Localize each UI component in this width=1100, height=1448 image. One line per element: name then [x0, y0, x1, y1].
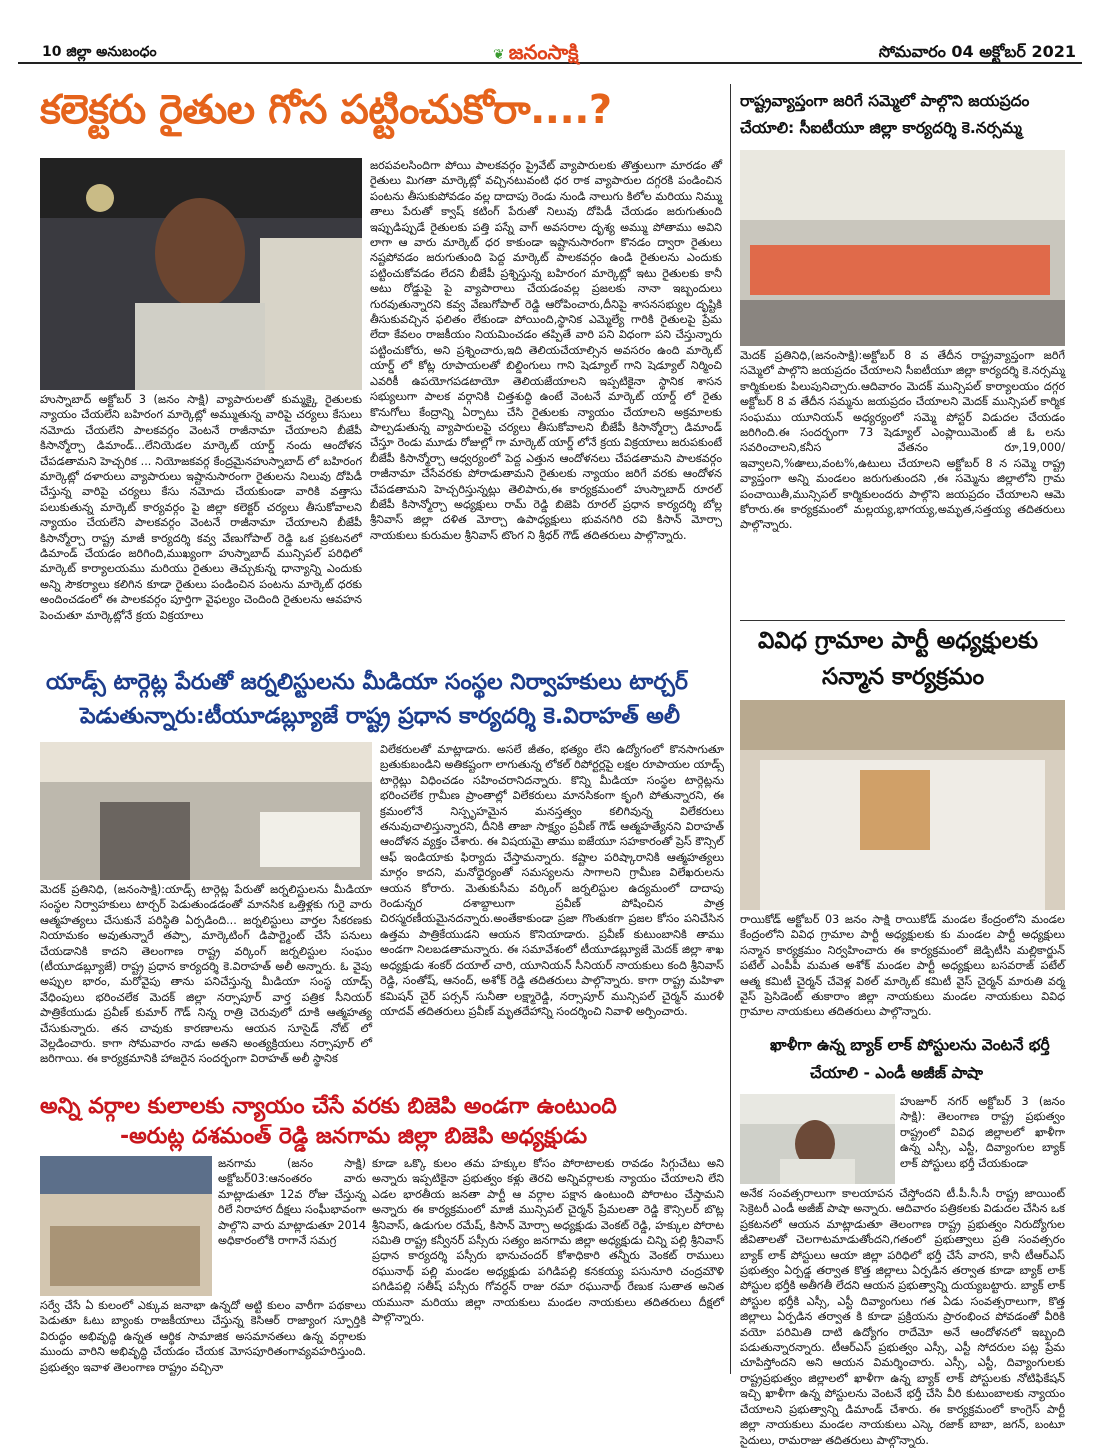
story5-photo: [740, 1094, 895, 1184]
story4-body-left: మెదక్ ప్రతినిధి, (జనంసాక్షి):యాడ్స్ టార్గెట్ల పేరుతో జర్నలిస్టులను మీడియా సంస్థల నిర్వాహకులు టార్చర్ పెడుతుండడంతో మానసిక ఒత్తిళ్లకు గురై వారు ఆత్మహత్యలు చేసుకునే పరిస్థితి ఏర్పడింది... జర్నలిస్టులు వార్తల సేకరణకు నియామకం అవుతున్నారే తప్పా, మార్కెటింగ్ డిపార్ట్మెంట్ చేసే పనులు చేయడానికి కాదని తెలంగాణ రాష్ట్ర వర్కింగ్ జర్నలిస్టుల సంఘం (టీయూడబ్ల్యూజే) రాష్ట్ర ప్రధాన కార్యదర్శి కె.విరాహత్ అలీ అన్నారు. ఓ వైపు అప్పుల భారం, మరోవైపు తాను పనిచేస్తున్న మీడియా సంస్థ యాడ్స్ వేధింపులు భరించలేక మెదక్ జిల్లా నర్సాపూర్ వార్త పత్రిక సీనియర్ పాత్రికేయుడు ప్రవీణ్ కుమార్ గౌడ్ నిన్న రాత్రి చెరువులో దూకి ఆత్మహత్య చేసుకున్నారు. తన చావుకు కారణాలను ఆయన సూసైడ్ నోట్ లో వెల్లడించారు. కాగా సోమవారం నాడు అతని అంత్యక్రియలు నర్సాపూర్ లో జరిగాయి. ఈ కార్యక్రమానికి హాజరైన సందర్భంగా విరాహత్ అలీ స్థానిక: [40, 883, 372, 1066]
story3-headline-1: వివిధ గ్రామాల పార్టీ అధ్యక్షులకు: [758, 628, 1039, 654]
section-divider: [740, 620, 1065, 621]
newspaper-logo: [493, 40, 579, 69]
story2-photo: [740, 150, 1065, 346]
story5-headline-2: చేయాలి - ఎండీ అజీజ్ పాషా: [810, 1064, 983, 1082]
story1-headline: కలెక్టరు రైతుల గోస పట్టించుకోరా....?: [40, 87, 612, 133]
issue-date: సోమవారం 04 అక్టోబర్ 2021: [878, 42, 1076, 61]
story4-headline-2: పెడుతున్నారు:టీయూడబ్ల్యూజే రాష్ట్ర ప్రధాన కార్యదర్శి కె.విరాహత్ అలీ: [80, 704, 680, 729]
leaf-icon: ❦: [493, 47, 505, 63]
column-divider: [730, 84, 731, 1374]
story4-photo: [40, 742, 372, 880]
story5-headline-1: ఖాళీగా ఉన్న బ్యాక్ లాక్ పోస్టులను వెంటనే భర్తీ: [770, 1036, 1050, 1054]
story1-body-left: హుస్నాబాద్ అక్టోబర్ 3 (జనం సాక్షి) వ్యాపారులతో కుమ్మక్కై రైతులకు న్యాయం చేయలేని బహిరంగ మార్కెట్లో అమ్ముతున్న వారిపై చర్యలు కేసులు నమోదు చేయలేని పాలకవర్గం వెంటనే రాజీనామా చేయాలని బీజేపీ కిసాన్మోర్చా డిమాండ్...లేనియెడల మార్కెట్ యార్డ్ నందు ఆందోళన చేపడతామని హెచ్చరిక ... నియోజకవర్గ కేంద్రమైనహుస్నాబాద్ లో బహిరంగ మార్కెట్లో దళారులు వ్యాపారులు ఇష్టానుసారంగా రైతులను నిలువు దోపిడీ చేస్తున్న వారిపై చర్యలు కేసు నమోదు చేయకుండా వారికి వత్తాసు పలుకుతున్న మార్కెట్ కార్యవర్గం పై జిల్లా కలెక్టర్ చర్యలు తీసుకోవాలని న్యాయం చేయలేని పాలకవర్గం వెంటనే రాజీనామా చేయాలని బీజేపీ కిసాన్మోర్చా రాష్ట్ర మాజీ కార్యదర్శి కవ్వ వేణుగోపాల్ రెడ్డి ఒక ప్రకటనలో డిమాండ్ చేయడం జరిగింది,ముఖ్యంగా హుస్నాబాద్ మున్సిపల్ పరిధిలో మార్కెట్ కార్యాలయము మరియు రైతులు తెచ్చుకున్న ధాన్యాన్ని ఎందుకు అన్ని సౌకర్యాలు కలిగిన కూడా రైతులు పండించిన పంటను మార్కెట్ ధరకు అందించడంలో ఈ పాలకవర్గం పూర్తిగా వైఫల్యం చెందింది రైతులను ఆవహన పెంచుతూ మార్కెట్లోనే క్రయ విక్రయాలు: [40, 393, 362, 622]
story4-body-right: విలేకరులతో మాట్లాడారు. అసలే జీతం, భత్యం లేని ఉద్యోగంలో కొనసాగుతూ బ్రతుకుబండిని అతికష్టంగా లాగుతున్న లోకల్ రిపోర్టర్లపై లక్షల రూపాయల యాడ్స్ టార్గెట్లు విధించడం సహించరానిదన్నారు. కొన్ని మీడియా సంస్థల టార్గెట్లను భరించలేక గ్రామీణ ప్రాంతాల్లో విలేకరులు మానసికంగా కృంగి పోతున్నారని, ఈ క్రమంలోనే నిస్పృహమైన మనస్తత్వం కలిగివున్న విలేకరులు తనువుచాలిస్తున్నారని, దీనికి తాజా సాక్ష్యం ప్రవీణ్ గౌడ్ ఆత్మహత్యేనని విరాహత్ ఆందోళన వ్యక్తం చేశారు. ఈ విషయమై తాము ఐజేయూ సహకారంతో ప్రెస్ కౌన్సిల్ ఆఫ్ ఇండియాకు ఫిర్యాదు చేస్తామన్నారు. కష్టాల పరిష్కారానికి ఆత్మహత్యలు మార్గం కాదని, మనోధైర్యంతో సమస్యలను సాగాలని గ్రామీణ విలేఖరులను ఆయన కోరారు. మెతుకుసీమ వర్కింగ్ జర్నలిస్టుల ఉద్యమంలో దాదాపు రెండున్నర దశాబ్దాలుగా ప్రవీణ్ పోషించిన పాత్ర చిరస్మరణీయమైనదన్నారు.అంతేకాకుండా ప్రజా గొంతుకగా ప్రజల కోసం పనిచేసిన ఉత్తమ పాత్రికేయుడని ఆయన కొనియాడారు. ప్రవీణ్ కుటుంబానికి తాము అండగా నిలబడతామన్నారు. ఈ సమావేశంలో టీయూడబ్ల్యూజే మెదక్ జిల్లా శాఖ అధ్యక్షుడు శంకర్ దయాల్ చారి, యూనియన్ సీనియర్ నాయకులు కంది శ్రీనివాస్ రెడ్డి, సంతోష్, ఆనంద్, అశోక్ రెడ్డి తదితరులు పాల్గొన్నారు. కాగా రాష్ట్ర మహిళా కమిషన్ చైర్ పర్సన్ సునీతా లక్ష్మారెడ్డి, నర్సాపూర్ మున్సిపల్ చైర్మన్ మురళీ యాదవ్ తదితరులు ప్రవీణ్ మృతదేహాన్ని సందర్శించి నివాళి అర్పించారు.: [380, 743, 724, 1018]
logo-text: జనంసాక్షి: [508, 40, 579, 64]
story6-photo: [40, 1156, 212, 1296]
story2-body: మెదక్ ప్రతినిధి,(జనంసాక్షి):అక్టోబర్ 8 వ తేదీన రాష్ట్రవ్యాప్తంగా జరిగే సమ్మెలో పాల్గొని జయప్రదం చేయాలని సీఐటీయూ జిల్లా కార్యదర్శి కె.నర్సమ్మ కార్మికులకు పిలుపునిచ్చారు.ఆదివారం మెదక్ మున్సిపల్ కార్యాలయం దగ్గర అక్టోబర్ 8 వ తేదీన సమ్మను జయప్రదం చేయాలని మెదక్ మున్సిపల్ కార్మిక సంఘము యూనియన్ అధ్యర్యంలో సమ్మె పోస్టర్ విడుదల చేయడం జరిగింది.ఈ సందర్భంగా 73 షెడ్యూల్ ఎంప్లాయిమెంట్ జీ ఓ లను సవరించాలని,కనీస వేతనం రూ,19,000/ ఇవ్వాలని,%ఉాలు,వంట%,ఉటులు చేయాలని అక్టోబర్ 8 న సమ్మె రాష్ట్ర వ్యాప్తంగా అన్ని మండలం జరుగుతుందని ,ఈ సమ్మెను జిల్లాలోని గ్రామ పంచాయితీ,మున్సిపల్ కార్మికులందరు పాల్గొని జయప్రదం చేయాలని ఆమె కోరారు.ఈ కార్యక్రమంలో మల్లయ్య,భాగయ్య,అమృత,సత్తయ్య తదితరులు పాల్గొన్నారు.: [740, 349, 1065, 532]
story1-body-right: జరపవలసిందిగా పోయి పాలకవర్గం ప్రైవేట్ వ్యాపారులకు తొత్తులుగా మారడం తో రైతులు మిగతా మార్కెట్లో వచ్చినటువంటి ధర రాక వ్యాపారుల దగ్గరకి పండించిన పంటను తీసుకుపోవడం వల్ల దాదాపు రెండు నుండి నాలుగు కిలోల మరియు నిమ్ము తాలు పేరుతో క్వాష్ కటింగ్ పేరుతో నిలువు దోపిడీ చేయడం జరుగుతుంది ఇప్పుడిప్పుడే రైతులకు పత్తి పస్నే వాగ్ అవసరాల దృశ్య అమ్ము పోతాము అవిని లాగా ఆ వారు మార్కెట్ ధర కాకుండా ఇష్టానుసారంగా కొనడం ద్వారా రైతులు నష్టపోవడం జరుగుతుంది పెద్ద మార్కెట్ పాలకవర్గం ఉండి రైతులను ఎందుకు పట్టించుకోవడం లేదని బీజేపీ ప్రశ్నిస్తున్న బహిరంగ మార్కెట్లో ఇటు రైతులకు కానీ అటు రోడ్డుపై పై వ్యాపారాలు చేయడంవల్ల ప్రజలకు నానా ఇబ్బందులు గురవుతున్నారని కవ్వ వేణుగోపాల్ రెడ్డి ఆరోపించారు,దీనిపై శాసనసభ్యుల దృష్టికి తీసుకువచ్చిన ఫలితం లేకుండా పోయింది,స్థానిక ఎమ్మెల్యే గారికి రైతులపై ప్రేమ లేదా కేవలం రాజకీయం నియమించడం తప్పితే వారి పని విధంగా పని చేస్తున్నారు పట్టించుకోరు, అని ప్రశ్నించారు,ఇది తెలియచేయాల్సిన అవసరం ఉంది మార్కెట్ యార్డ్ లో కోట్ల రూపాయలతో బిల్డింగులు గాని షెడ్యూల్ గాని షెడ్యూల్ నిర్మించి ఎవరికీ ఉపయోగపడటాయో తెలియజేయాలని ఇప్పటికైనా స్థానిక శాసన సభ్యులుగా పాలక వర్గానికి చిత్తశుద్ధి ఉంటే వెంటనే మార్కెట్ యార్డ్ లో రైతు కొనుగోలు కేంద్రాన్ని ఏర్పాటు చేసి రైతులకు న్యాయం చేయాలని అక్రమాలకు పాల్పడుతున్న వ్యాపారులపై చర్యలు తీసుకోవాలని బీజేపీ కిసాన్మోర్చా డిమాండ్ చేస్తూ రెండు మూడు రోజుల్లో గా మార్కెట్ యార్డ్ లోనే క్రయ విక్రయాలు జరుపకుంటే బీజేపీ కిసాన్మోర్చా ఆధ్వర్యంలో పెద్ద ఎత్తున ఆందోళనలు చేపడతామని పాలకవర్గం రాజీనామా చేసేవరకు పోరాడుతామని రైతులకు న్యాయం జరిగే వరకు ఆందోళన చేపడతామని హెచ్చరిస్తున్నట్లు తెలిపారు,ఈ కార్యక్రమంలో హుస్నాబాద్ రూరల్ బీజేపీ కిసాన్మోర్చా అధ్యక్షులు రామ్ రెడ్డి బిజెపి రూరల్ ప్రధాన కార్యదర్శి బోల్ల శ్రీనివాస్ జిల్లా దళిత మోర్చా ఉపాధ్యక్షులు భువనగిరి రవి కిసాన్ మోర్చా నాయకులు కురుమల శ్రీనివాస్ టొంగ ని శ్రీధర్ గౌడ్ తదితరులు పాల్గొన్నారు.: [370, 159, 722, 542]
story2-headline-2: చేయాలి: సీఐటీయూ జిల్లా కార్యదర్శి కె.నర్సమ్మ: [740, 119, 1022, 137]
masthead: [18, 6, 1082, 64]
story3-photo: [740, 700, 1065, 910]
story5-body-top: హుజూర్ నగర్ అక్టోబర్ 3 (జనం సాక్షి): తెలంగాణ రాష్ట్ర ప్రభుత్వం రాష్ట్రంలో వివిధ జిల్లాలలో ఖాళీగా ఉన్న ఎస్సీ, ఎస్టీ, దివ్యాంగుల బ్యాక్ లాక్ పోస్టులు భర్తీ చేయకుండా: [900, 1095, 1065, 1170]
story5-body: అనేక సంవత్సరాలుగా కాలయాపన చేస్తోందని టీ.పీ.సీ.సీ రాష్ట్ర జాయింట్ సెక్రెటరీ ఎండీ అజీజ్ పాషా అన్నారు. ఆదివారం పత్రికలకు విడుదల చేసిన ఒక ప్రకటనలో ఆయన మాట్లాడుతూ తెలంగాణ రాష్ట్ర ప్రభుత్వం నిరుద్యోగుల జీవితాలతో చెలగాటమాడుతోందని,గతంలో ప్రభుత్వాలు ప్రతి సంవత్సరం బ్యాక్ లాక్ పోస్టులు ఆయా జిల్లా పరిధిలో భర్తీ చేసే వారని, కానీ టీఆర్ఎస్ ప్రభుత్వం ఏర్పడ్డ తర్వాత కొత్త జిల్లాలు ఏర్పడిన తర్వాత కూడా బ్యాక్ లాక్ పోస్టుల భర్తీకి అతీగతీ లేదని ఆయన ప్రభుత్వాన్ని దుయ్యబట్టారు. బ్యాక్ లాక్ పోస్టుల భర్తీకి ఎస్సీ, ఎస్టీ దివ్యాంగులు గత ఏడు సంవత్సరాలుగా, కొత్త జిల్లాలు ఏర్పడిన తర్వాత కి కూడా ప్రక్రియను ప్రారంభించ పోవడంతో వీరికి వయో పరిమితి దాటి ఉద్యోగం రాదేమో అనే ఆందోళనలో ఇబ్బంది పడుతున్నారన్నారు. టీఆర్ఎస్ ప్రభుత్వం ఎస్సీ, ఎస్టీ సోదరుల పట్ల ప్రేమ చూపిస్తోందని అని ఆయన విమర్శించారు. ఎస్సీ, ఎస్టీ, దివ్యాంగులకు రాష్ట్రప్రభుత్వం జిల్లాలలో ఖాళీగా ఉన్న బ్యాక్ లాక్ పోస్టులకు నోటిఫికేషన్ ఇచ్చి ఖాళీగా ఉన్న పోస్టులను వెంటనే భర్తీ చేసి వీరి కుటుంబాలకు న్యాయం చేయాలని ప్రభుత్వాన్ని డిమాండ్ చేశారు. ఈ కార్యక్రమంలో కాంగ్రెస్ పార్టీ జిల్లా నాయకులు మండల నాయకులు ఎస్కె రజాక్ బాబా, జగన్, బంటూ సైదులు, రామరాజు తదితరులు పాల్గొన్నారు.: [740, 1187, 1065, 1447]
page-label: 10 జిల్లా అనుబంధం: [42, 44, 157, 60]
story3-headline-2: సన్మాన కార్యక్రమం: [822, 664, 985, 690]
story6-headline-1: అన్ని వర్గాల కులాలకు న్యాయం చేసే వరకు బిజెపి అండగా ఉంటుంది: [40, 1094, 617, 1119]
story4-headline-1: యాడ్స్ టార్గెట్ల పేరుతో జర్నలిస్టులను మీడియా సంస్థల నిర్వాహకులు టార్చర్: [46, 670, 688, 695]
story6-body-right: కూడా ఒక్కొ కులం తమ హక్కుల కోసం పోరాటాలకు రావడం సిగ్గుచేటు అని అన్నారు ఇప్పటికైనా ప్రభుత్వం కళ్లు తెరచి అన్నివర్గాలకు న్యాయం చేయాలని లేని ఎడల భారతీయ జనతా పార్టీ ఆ వర్గాల పక్షాన ఉంటుంది పోరాటం చేస్తామని అన్నారు ఈ కార్యక్రమంలో మాజీ మున్సిపల్ చైర్మన్ ప్రేమలతా రెడ్డి కౌన్సిలర్ బొట్ల శ్రీనివాస్, ఉడుగుల రమేష్, కిసాన్ మోర్చా అధ్యక్షుడు వెంకట్ రెడ్డి, హక్కుల పోరాట సమితి రాష్ట్ర కన్వీనర్ పస్సీరు సత్యం జనగామ జిల్లా అధ్యక్షుడు చిన్ని పల్లి శ్రీనివాస్ ప్రధాన కార్యదర్శి పస్సీరు భానుచందర్ కోశాధికారి తన్నీరు వెంకట్ రాములు రఘునాథ్ పల్లి మండల అధ్యక్షుడు పగిడిపల్లి కనకయ్య పసునూరి చంద్రమౌళి పగిడిపల్లి సతీష్ పస్సీరు గోవర్ధన్ రాజు రమా రఘునాథ్ రేణుక సుతాత అనిత యమునా మరియు జిల్లా నాయకులు మండల నాయకులు తదితరులు దీక్షలో పాల్గొన్నారు.: [372, 1157, 724, 1325]
story2-headline-1: రాష్ట్రవ్యాప్తంగా జరిగే సమ్మెలో పాల్గొని జయప్రదం: [740, 92, 1030, 110]
story1-photo: [40, 158, 362, 390]
story6-headline-2: -అరుట్ల దశమంత్ రెడ్డి జనగామ జిల్లా బిజెపి అధ్యక్షుడు: [120, 1124, 588, 1149]
story6-body-narrow: జనగామ (జనం సాక్షి) అక్టోబర్03:ఆనంతరం వారు మాట్లాడుతూ 12వ రోజు చేస్తున్న రిలే నిరాహార దీక్షలు సంఘీభావంగా పాల్గొని వారు మాట్లాడుతూ 2014 అధికారంలోకి రాగానే సమగ్ర: [218, 1157, 366, 1248]
story6-body-wide: సర్వే చేసే ఏ కులంలో ఎక్కువ జనాభా ఉన్నదో అట్టి కులం వారీగా పథకాలు పెడుతూ ఓటు బ్యాంకు రాజకీయాలు చేస్తున్న కెసిఆర్ రాజ్యాంగ స్ఫూర్తికి విరుద్ధం అభివృద్ధి ఉన్నత ఆర్థిక సామాజిక అసమానతలు ఉన్న వర్గాలకు ముందు వారిని అభివృద్ధి చేయడం చేయక మోసపూరితంగావ్యవహరిస్తుంది. ప్రభుత్వం ఇవాళ తెలంగాణ రాష్ట్రం వచ్చినా: [40, 1299, 366, 1374]
story3-body: రాయికోడ్ అక్టోబర్ 03 జనం సాక్షి రాయికోడ్ మండల కేంద్రంలోని మండల కేంద్రంలోని వివిధ గ్రామాల పార్టీ అధ్యక్షులకు కు మండల పార్టీ అధ్యక్షులు సన్మాన కార్యక్రమం నిర్వహించారు ఈ కార్యక్రమంలో జెడ్పిటీసి మల్లికార్జున్ పటేల్ ఎంపీపీ మమత అశోక్ మండల పార్టీ అధ్యక్షులు బసవరాజ్ పటేల్ ఆత్మ కమిటీ చైర్మన్ చేవెళ్ల విఠల్ మార్కెట్ కమిటీ వైస్ చైర్మన్ మారుతి వర్మ వైస్ ప్రెసిడెంట్ తుకారాం జిల్లా నాయకులు మండల నాయకులు వివిధ గ్రామాల నాయకులు తదితరులు పాల్గొన్నారు.: [740, 913, 1065, 1019]
